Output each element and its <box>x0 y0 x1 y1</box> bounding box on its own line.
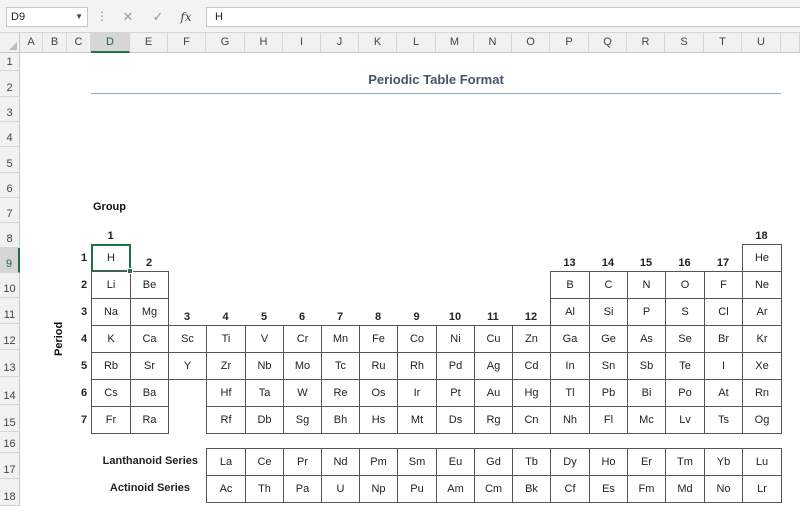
element-cell[interactable]: Sn <box>589 352 628 380</box>
element-cell[interactable]: Cd <box>512 352 551 380</box>
column-header[interactable]: P <box>550 33 589 53</box>
group-number: 14 <box>601 257 615 269</box>
actinoid-cell[interactable]: Cf <box>550 475 590 503</box>
group-number: 12 <box>524 311 538 323</box>
element-cell[interactable]: Hs <box>359 406 398 434</box>
more-options-icon[interactable]: ⋮ <box>96 9 107 23</box>
actinoid-cell[interactable]: Fm <box>627 475 666 503</box>
element-cell[interactable]: Cl <box>704 298 743 326</box>
element-cell[interactable]: C <box>589 271 628 299</box>
element-cell[interactable]: Ne <box>742 271 782 299</box>
column-header[interactable]: G <box>206 33 245 53</box>
element-cell[interactable]: F <box>704 271 743 299</box>
column-header[interactable]: T <box>704 33 742 53</box>
element-cell[interactable]: Cu <box>474 325 513 353</box>
element-cell[interactable]: Tc <box>321 352 360 380</box>
chevron-down-icon[interactable]: ▼ <box>75 12 83 21</box>
element-cell[interactable]: Ag <box>474 352 513 380</box>
element-cell[interactable]: Ta <box>245 379 284 407</box>
group-number: 16 <box>678 257 691 269</box>
column-header[interactable]: E <box>130 33 168 53</box>
element-cell[interactable]: Db <box>245 406 284 434</box>
group-number: 10 <box>448 311 462 323</box>
group-number: 4 <box>222 311 229 323</box>
element-cell[interactable]: Os <box>359 379 398 407</box>
formula-bar <box>0 0 800 33</box>
lanthanoid-cell[interactable]: Pm <box>359 448 398 476</box>
element-cell[interactable]: Ir <box>397 379 437 407</box>
element-cell[interactable]: Sg <box>283 406 322 434</box>
element-cell[interactable]: Hg <box>512 379 551 407</box>
group-number: 7 <box>336 311 344 323</box>
select-all-button[interactable] <box>0 33 20 53</box>
row-header[interactable]: 6 <box>0 173 20 198</box>
element-cell[interactable]: Zn <box>512 325 551 353</box>
name-box-value: D9 <box>11 11 26 23</box>
cancel-icon[interactable]: ✕ <box>122 9 134 24</box>
lanthanoid-cell[interactable]: Sm <box>397 448 437 476</box>
element-cell[interactable]: Ts <box>704 406 743 434</box>
element-cell[interactable]: Po <box>665 379 705 407</box>
element-cell[interactable]: In <box>550 352 590 380</box>
period-number: 6 <box>80 387 88 399</box>
element-cell[interactable]: Pb <box>589 379 628 407</box>
element-cell[interactable]: Al <box>550 298 590 326</box>
column-header[interactable]: K <box>359 33 397 53</box>
lanthanoid-cell[interactable]: Ce <box>245 448 284 476</box>
element-cell[interactable]: He <box>742 244 782 272</box>
actinoid-cell[interactable]: Am <box>436 475 475 503</box>
element-cell[interactable]: N <box>627 271 666 299</box>
element-cell[interactable]: Ca <box>130 325 169 353</box>
group-number: 18 <box>755 230 768 242</box>
element-cell[interactable]: Xe <box>742 352 782 380</box>
element-cell[interactable]: Na <box>91 298 131 326</box>
row-header[interactable]: 5 <box>0 147 20 173</box>
element-cell[interactable]: B <box>550 271 590 299</box>
element-cell[interactable]: Ga <box>550 325 590 353</box>
row-header[interactable]: 8 <box>0 223 20 248</box>
row-header[interactable]: 14 <box>0 377 20 405</box>
lanthanoid-cell[interactable]: Pr <box>283 448 322 476</box>
element-cell[interactable]: Si <box>589 298 628 326</box>
group-number: 17 <box>716 257 730 269</box>
row-header[interactable]: 3 <box>0 97 20 122</box>
element-cell[interactable]: Ni <box>436 325 475 353</box>
element-cell[interactable]: Rh <box>397 352 437 380</box>
element-cell[interactable]: Be <box>130 271 169 299</box>
lanthanoid-cell[interactable]: Nd <box>321 448 360 476</box>
element-cell[interactable]: Mg <box>130 298 169 326</box>
period-label: Period <box>53 321 65 356</box>
lanthanoid-cell[interactable]: Tm <box>665 448 705 476</box>
group-number: 8 <box>374 311 382 323</box>
lanthanoid-cell[interactable]: Lu <box>742 448 782 476</box>
lanthanoid-cell[interactable]: Ho <box>589 448 628 476</box>
element-cell[interactable]: Ba <box>130 379 169 407</box>
row-header[interactable]: 7 <box>0 198 20 223</box>
name-box[interactable] <box>6 7 88 27</box>
period-number: 4 <box>80 333 88 345</box>
column-header-partial <box>781 33 800 53</box>
row-header[interactable]: 1 <box>0 53 20 71</box>
period-number: 5 <box>80 360 88 372</box>
element-cell[interactable]: Ru <box>359 352 398 380</box>
actinoid-cell[interactable]: Bk <box>512 475 551 503</box>
element-cell[interactable]: Co <box>397 325 437 353</box>
element-cell[interactable]: Cr <box>283 325 322 353</box>
column-header[interactable]: R <box>627 33 665 53</box>
element-cell[interactable]: Ar <box>742 298 782 326</box>
element-cell[interactable]: Mn <box>321 325 360 353</box>
actinoid-series-label: Actinoid Series <box>109 482 190 494</box>
actinoid-cell[interactable]: U <box>321 475 360 503</box>
row-header[interactable]: 9 <box>0 248 20 273</box>
element-cell[interactable]: Rg <box>474 406 513 434</box>
period-number: 1 <box>80 252 88 264</box>
element-cell[interactable]: Pd <box>436 352 475 380</box>
column-header[interactable]: U <box>742 33 781 53</box>
lanthanoid-series-label: Lanthanoid Series <box>102 455 198 467</box>
row-header[interactable]: 18 <box>0 479 20 506</box>
element-cell[interactable]: Nh <box>550 406 590 434</box>
title-underline <box>91 93 781 94</box>
group-number: 13 <box>563 257 576 269</box>
actinoid-cell[interactable]: Ac <box>206 475 246 503</box>
group-number: 15 <box>639 257 653 269</box>
element-cell[interactable]: I <box>704 352 743 380</box>
period-number: 3 <box>80 306 88 318</box>
element-cell[interactable]: Hf <box>206 379 246 407</box>
element-cell[interactable]: W <box>283 379 322 407</box>
row-header[interactable]: 11 <box>0 298 20 324</box>
element-cell[interactable]: Au <box>474 379 513 407</box>
element-cell[interactable]: Cn <box>512 406 551 434</box>
lanthanoid-cell[interactable]: Gd <box>474 448 513 476</box>
formula-input[interactable]: H <box>206 7 800 27</box>
actinoid-cell[interactable]: Pu <box>397 475 437 503</box>
actinoid-cell[interactable]: Lr <box>742 475 782 503</box>
element-cell[interactable]: Zr <box>206 352 246 380</box>
element-cell[interactable]: Og <box>742 406 782 434</box>
element-cell[interactable]: Mo <box>283 352 322 380</box>
element-cell[interactable]: Mc <box>627 406 666 434</box>
row-header[interactable]: 2 <box>0 71 20 97</box>
column-header[interactable]: Q <box>589 33 627 53</box>
element-cell[interactable]: Fl <box>589 406 628 434</box>
group-number: 9 <box>413 311 420 323</box>
element-cell[interactable]: Fr <box>91 406 131 434</box>
column-header[interactable]: B <box>43 33 67 53</box>
row-header[interactable]: 15 <box>0 405 20 432</box>
lanthanoid-cell[interactable]: La <box>206 448 246 476</box>
element-cell[interactable]: Ds <box>436 406 475 434</box>
element-cell[interactable]: Tl <box>550 379 590 407</box>
enter-icon[interactable]: ✓ <box>152 9 164 24</box>
element-cell[interactable]: V <box>245 325 284 353</box>
row-header[interactable]: 12 <box>0 324 20 350</box>
element-cell[interactable]: Br <box>704 325 743 353</box>
column-header[interactable]: N <box>474 33 512 53</box>
column-header[interactable]: D <box>91 33 130 53</box>
period-number: 2 <box>80 279 88 291</box>
element-cell[interactable]: Ti <box>206 325 246 353</box>
element-cell[interactable]: Fe <box>359 325 398 353</box>
element-cell[interactable]: P <box>627 298 666 326</box>
column-header[interactable]: A <box>20 33 43 53</box>
element-cell[interactable]: Lv <box>665 406 705 434</box>
column-header[interactable]: S <box>665 33 704 53</box>
column-header[interactable]: J <box>321 33 359 53</box>
lanthanoid-cell[interactable]: Er <box>627 448 666 476</box>
actinoid-cell[interactable]: Md <box>665 475 705 503</box>
element-cell[interactable]: Mt <box>397 406 437 434</box>
insert-function-icon[interactable]: fx <box>180 10 192 24</box>
element-cell[interactable]: O <box>665 271 705 299</box>
column-header[interactable]: L <box>397 33 436 53</box>
group-number: 6 <box>298 311 306 323</box>
element-cell[interactable]: As <box>627 325 666 353</box>
sheet-title: Periodic Table Format <box>368 72 504 87</box>
element-cell[interactable]: Sc <box>168 325 207 353</box>
element-cell[interactable]: H <box>91 244 131 272</box>
element-cell[interactable]: Y <box>168 352 207 380</box>
row-header[interactable]: 4 <box>0 122 20 147</box>
lanthanoid-cell[interactable]: Dy <box>550 448 590 476</box>
element-cell[interactable]: Rb <box>91 352 131 380</box>
column-header[interactable]: C <box>67 33 91 53</box>
element-cell[interactable]: Re <box>321 379 360 407</box>
lanthanoid-cell[interactable]: Tb <box>512 448 551 476</box>
element-cell[interactable]: K <box>91 325 131 353</box>
column-header[interactable]: M <box>436 33 474 53</box>
lanthanoid-cell[interactable]: Eu <box>436 448 475 476</box>
element-cell[interactable]: Sb <box>627 352 666 380</box>
lanthanoid-cell[interactable]: Yb <box>704 448 743 476</box>
actinoid-cell[interactable]: Pa <box>283 475 322 503</box>
group-number: 2 <box>145 257 153 269</box>
group-number: 1 <box>107 230 114 242</box>
element-cell[interactable]: At <box>704 379 743 407</box>
fill-handle[interactable] <box>127 268 133 274</box>
element-cell[interactable]: S <box>665 298 705 326</box>
group-number: 11 <box>487 311 499 323</box>
period-number: 7 <box>80 414 88 426</box>
element-cell[interactable]: Cs <box>91 379 131 407</box>
group-number: 5 <box>260 311 268 323</box>
element-cell[interactable]: Kr <box>742 325 782 353</box>
element-cell[interactable]: Ge <box>589 325 628 353</box>
element-cell[interactable]: Sr <box>130 352 169 380</box>
element-cell[interactable]: Pt <box>436 379 475 407</box>
row-header[interactable]: 16 <box>0 432 20 453</box>
element-cell[interactable]: Te <box>665 352 705 380</box>
element-cell[interactable]: Li <box>91 271 131 299</box>
column-header[interactable]: O <box>512 33 550 53</box>
column-header[interactable]: F <box>168 33 206 53</box>
column-header[interactable]: H <box>245 33 283 53</box>
actinoid-cell[interactable]: No <box>704 475 743 503</box>
column-header[interactable]: I <box>283 33 321 53</box>
actinoid-cell[interactable]: Np <box>359 475 398 503</box>
group-label: Group <box>93 201 126 213</box>
element-cell[interactable]: Nb <box>245 352 284 380</box>
actinoid-cell[interactable]: Es <box>589 475 628 503</box>
row-header[interactable]: 10 <box>0 273 20 298</box>
element-cell[interactable]: Bh <box>321 406 360 434</box>
element-cell[interactable]: Ra <box>130 406 169 434</box>
row-header[interactable]: 13 <box>0 350 20 377</box>
element-cell[interactable]: Se <box>665 325 705 353</box>
element-cell[interactable]: Bi <box>627 379 666 407</box>
row-header[interactable]: 17 <box>0 453 20 479</box>
group-number: 3 <box>183 311 191 323</box>
element-cell[interactable]: Rf <box>206 406 246 434</box>
actinoid-cell[interactable]: Th <box>245 475 284 503</box>
actinoid-cell[interactable]: Cm <box>474 475 513 503</box>
element-cell[interactable]: Rn <box>742 379 782 407</box>
